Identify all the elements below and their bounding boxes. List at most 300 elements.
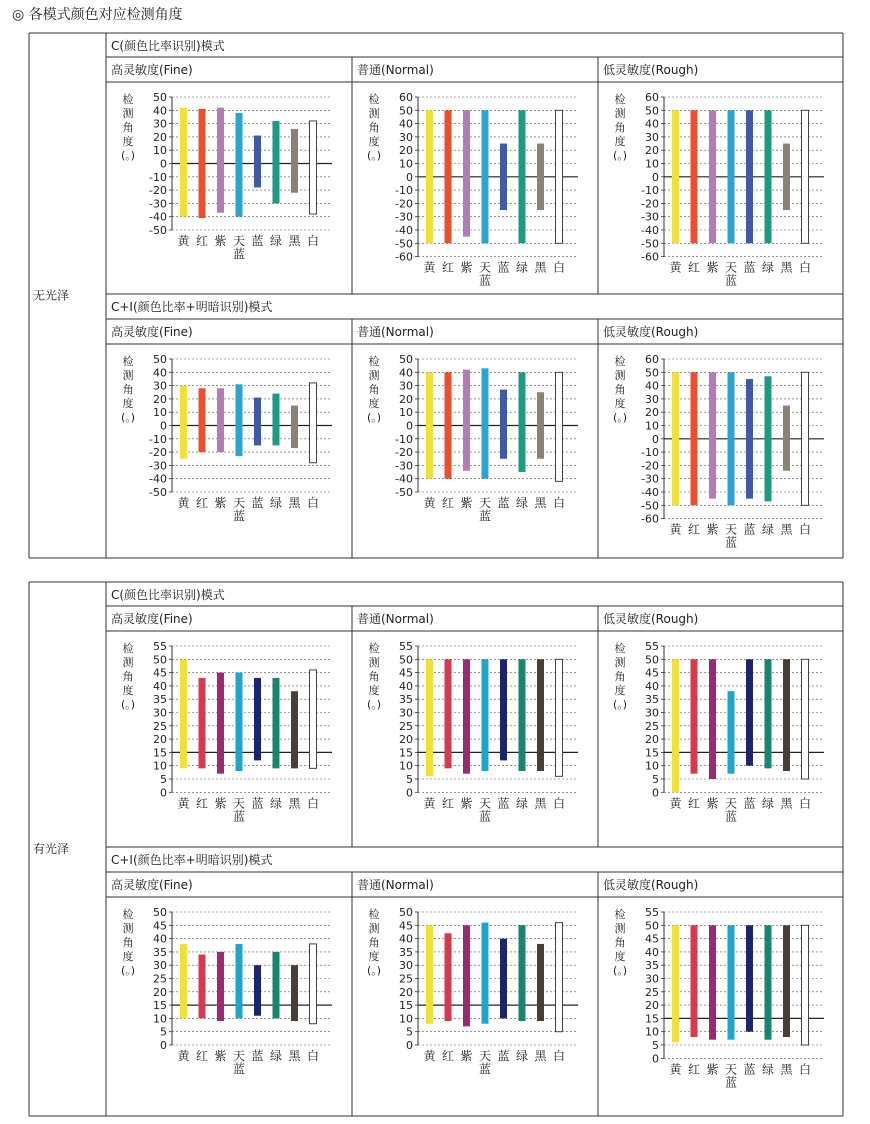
bar-紫	[217, 388, 224, 452]
bar-黑	[537, 144, 544, 211]
bar-白	[310, 383, 317, 463]
y-tick-label: -20	[641, 197, 659, 211]
x-tick-label: 黑	[780, 1062, 793, 1077]
x-tick-label: 天	[478, 796, 492, 811]
bar-白	[802, 659, 809, 779]
y-axis-label-char: 测	[614, 922, 626, 935]
bar-天蓝	[236, 113, 243, 217]
bar-黄	[426, 372, 433, 478]
x-tick-label: 蓝	[478, 509, 492, 523]
y-tick-label: 45	[153, 919, 167, 933]
y-tick-label: 45	[399, 919, 413, 933]
x-tick-label: 天	[478, 260, 492, 275]
x-tick-label: 绿	[761, 796, 775, 811]
y-axis-label-char: 度	[614, 684, 626, 697]
y-axis-label-char: 度	[614, 950, 626, 963]
y-tick-label: -60	[641, 250, 659, 264]
y-tick-label: -10	[641, 184, 659, 198]
bar-红	[199, 678, 206, 768]
y-axis-label-char: 测	[368, 656, 380, 669]
x-tick-label: 绿	[761, 522, 775, 537]
bar-天蓝	[482, 110, 489, 243]
x-tick-label: 白	[306, 234, 320, 248]
y-tick-label: -10	[149, 170, 167, 184]
y-tick-label: 50	[645, 104, 659, 118]
y-tick-label: 50	[645, 366, 659, 380]
y-tick-label: 35	[153, 945, 167, 959]
y-axis-label-char: 度	[368, 397, 380, 410]
y-tick-label: 0	[406, 786, 413, 800]
x-tick-label: 黄	[423, 260, 436, 275]
bar-黑	[537, 392, 544, 459]
x-tick-label: 绿	[515, 1049, 529, 1063]
bar-蓝	[746, 379, 753, 499]
y-axis-label-char: 检	[614, 355, 626, 368]
y-tick-label: 10	[399, 157, 413, 171]
y-tick-label: 35	[645, 959, 659, 973]
y-tick-label: -50	[641, 499, 659, 513]
y-tick-label: 50	[399, 653, 413, 667]
y-tick-label: -50	[395, 486, 413, 499]
y-tick-label: 30	[153, 959, 167, 973]
bar-红	[691, 659, 698, 773]
y-axis-label-char: 角	[122, 936, 134, 949]
x-tick-label: 黄	[177, 496, 190, 510]
bar-白	[802, 110, 809, 243]
y-axis-label-char: 度	[368, 950, 380, 963]
bar-蓝	[746, 659, 753, 765]
y-axis-label-char: (。)	[120, 411, 136, 424]
x-tick-label: 红	[441, 260, 455, 275]
y-tick-label: 20	[153, 130, 167, 144]
sensitivity-label: 低灵敏度(Rough)	[603, 612, 699, 626]
y-axis-label-char: (。)	[366, 964, 382, 977]
x-tick-label: 蓝	[251, 1049, 264, 1063]
x-tick-label: 蓝	[232, 1062, 246, 1076]
x-tick-label: 蓝	[497, 496, 510, 510]
mode-title: C(颜色比率识别)模式	[111, 588, 225, 602]
y-tick-label: 55	[645, 640, 659, 653]
y-tick-label: 0	[406, 419, 413, 433]
y-tick-label: 45	[399, 666, 413, 680]
bar-黑	[783, 925, 790, 1037]
y-tick-label: -20	[395, 197, 413, 211]
y-axis-label-char: (。)	[612, 411, 628, 424]
y-axis-label-char: 检	[368, 93, 380, 106]
y-tick-label: -20	[641, 459, 659, 473]
x-tick-label: 蓝	[497, 260, 510, 275]
y-axis-label-char: 测	[368, 922, 380, 935]
x-tick-label: 黄	[177, 234, 190, 248]
y-tick-label: -40	[149, 210, 167, 224]
y-tick-label: 20	[645, 733, 659, 747]
bar-黄	[426, 659, 433, 776]
y-tick-label: -40	[641, 224, 659, 237]
y-tick-label: -40	[395, 472, 413, 486]
bar-黑	[537, 944, 544, 1021]
y-tick-label: 35	[399, 945, 413, 959]
x-tick-label: 红	[195, 234, 209, 248]
y-tick-label: -10	[149, 432, 167, 446]
y-tick-label: 40	[645, 379, 659, 393]
x-tick-label: 红	[441, 1049, 455, 1063]
x-tick-label: 天	[724, 1062, 738, 1077]
x-tick-label: 黄	[177, 796, 190, 811]
y-tick-label: 30	[399, 130, 413, 144]
x-tick-label: 红	[441, 796, 455, 811]
y-tick-label: -10	[641, 446, 659, 460]
y-tick-label: 50	[153, 653, 167, 667]
bar-天蓝	[728, 110, 735, 243]
y-tick-label: -60	[641, 512, 659, 526]
x-tick-label: 绿	[515, 260, 529, 275]
y-tick-label: -50	[149, 224, 167, 237]
bar-红	[199, 955, 206, 1019]
x-tick-label: 黄	[669, 1062, 682, 1077]
y-tick-label: -40	[641, 486, 659, 499]
sensitivity-label: 普通(Normal)	[357, 612, 434, 626]
y-tick-label: 20	[153, 392, 167, 406]
x-tick-label: 黑	[534, 496, 547, 510]
y-tick-label: 0	[160, 419, 167, 433]
x-tick-label: 红	[687, 796, 701, 811]
y-axis-label-char: 检	[614, 93, 626, 106]
bar-蓝	[500, 659, 507, 760]
bar-白	[556, 659, 563, 776]
x-tick-label: 蓝	[743, 260, 756, 275]
y-axis-label-char: (。)	[612, 698, 628, 711]
y-tick-label: 50	[645, 919, 659, 933]
y-tick-label: 10	[153, 1012, 167, 1026]
bar-紫	[709, 659, 716, 779]
bar-白	[556, 110, 563, 243]
y-axis-label-char: 度	[122, 950, 134, 963]
bar-绿	[273, 678, 280, 768]
y-tick-label: 5	[160, 1025, 167, 1039]
y-tick-label: 20	[645, 406, 659, 420]
bar-天蓝	[236, 673, 243, 771]
y-tick-label: 50	[153, 91, 167, 104]
y-axis-label-char: 测	[614, 369, 626, 382]
y-axis-label-char: 角	[614, 936, 626, 949]
y-tick-label: 40	[153, 679, 167, 693]
y-tick-label: 40	[399, 932, 413, 946]
x-tick-label: 黑	[288, 796, 301, 811]
y-axis-label-char: 角	[368, 121, 380, 134]
bar-白	[556, 923, 563, 1032]
x-tick-label: 黑	[780, 260, 793, 275]
bar-黄	[672, 925, 679, 1042]
y-tick-label: -30	[149, 459, 167, 473]
x-tick-label: 黄	[177, 1049, 190, 1063]
y-axis-label-char: (。)	[612, 149, 628, 162]
x-tick-label: 绿	[269, 234, 283, 248]
x-tick-label: 黄	[669, 260, 682, 275]
y-axis-label-char: (。)	[120, 149, 136, 162]
x-tick-label: 白	[552, 1049, 566, 1063]
bar-蓝	[254, 398, 261, 446]
y-tick-label: 5	[652, 773, 659, 786]
x-tick-label: 红	[195, 796, 209, 811]
y-tick-label: 0	[652, 786, 659, 800]
x-tick-label: 蓝	[251, 234, 264, 248]
y-tick-label: 50	[399, 104, 413, 118]
bar-黄	[672, 372, 679, 505]
bar-红	[445, 372, 452, 478]
y-tick-label: -40	[149, 472, 167, 486]
bar-天蓝	[728, 925, 735, 1039]
x-tick-label: 红	[195, 1049, 209, 1063]
x-tick-label: 绿	[515, 496, 529, 510]
y-tick-label: -60	[395, 250, 413, 264]
x-tick-label: 天	[232, 234, 246, 248]
x-tick-label: 天	[724, 796, 738, 811]
y-tick-label: 20	[399, 733, 413, 747]
y-tick-label: 30	[645, 130, 659, 144]
y-tick-label: 30	[153, 706, 167, 720]
bar-天蓝	[728, 691, 735, 773]
y-tick-label: 25	[645, 985, 659, 999]
x-tick-label: 蓝	[497, 1049, 510, 1063]
x-tick-label: 蓝	[724, 535, 738, 550]
bar-白	[556, 372, 563, 481]
x-tick-label: 蓝	[724, 809, 738, 824]
y-axis-label-char: 角	[122, 383, 134, 396]
y-axis-label-char: 检	[122, 355, 134, 368]
y-tick-label: 30	[645, 972, 659, 986]
y-tick-label: 10	[645, 419, 659, 433]
bar-蓝	[746, 925, 753, 1031]
y-tick-label: -50	[641, 237, 659, 251]
x-tick-label: 蓝	[743, 796, 756, 811]
bar-天蓝	[236, 384, 243, 456]
y-axis-label-char: 测	[368, 107, 380, 120]
y-tick-label: 35	[153, 693, 167, 707]
bar-蓝	[254, 136, 261, 188]
y-tick-label: 15	[645, 1012, 659, 1026]
y-tick-label: -20	[395, 446, 413, 460]
y-tick-label: 10	[153, 144, 167, 158]
x-tick-label: 蓝	[251, 796, 264, 811]
section-label: 无光泽	[33, 288, 70, 303]
x-tick-label: 绿	[269, 496, 283, 510]
bar-紫	[217, 108, 224, 213]
y-tick-label: 50	[153, 353, 167, 366]
bar-天蓝	[482, 659, 489, 771]
mode-title: C+I(颜色比率+明暗识别)模式	[111, 300, 273, 314]
sensitivity-label: 低灵敏度(Rough)	[603, 325, 699, 339]
x-tick-label: 蓝	[478, 1062, 492, 1076]
y-tick-label: -30	[395, 210, 413, 224]
y-tick-label: 5	[406, 773, 413, 786]
y-tick-label: 15	[399, 999, 413, 1013]
bar-绿	[273, 394, 280, 446]
x-tick-label: 紫	[460, 496, 473, 510]
bar-蓝	[254, 965, 261, 1016]
y-tick-label: 25	[399, 972, 413, 986]
y-tick-label: 45	[645, 932, 659, 946]
x-tick-label: 黑	[780, 796, 793, 811]
bar-黄	[672, 659, 679, 792]
x-tick-label: 天	[478, 496, 492, 510]
bar-黑	[783, 144, 790, 211]
y-axis-label-char: 角	[368, 383, 380, 396]
y-tick-label: 25	[645, 719, 659, 733]
x-tick-label: 蓝	[743, 1062, 756, 1077]
x-tick-label: 红	[687, 260, 701, 275]
mode-title: C+I(颜色比率+明暗识别)模式	[111, 853, 273, 867]
sensitivity-label: 高灵敏度(Fine)	[111, 63, 193, 77]
bar-黑	[783, 659, 790, 771]
y-tick-label: 60	[645, 91, 659, 104]
x-tick-label: 白	[306, 496, 320, 510]
y-tick-label: -20	[149, 446, 167, 460]
sensitivity-label: 低灵敏度(Rough)	[603, 878, 699, 892]
y-tick-label: 50	[153, 906, 167, 919]
bar-白	[802, 925, 809, 1045]
x-tick-label: 天	[232, 496, 246, 510]
y-tick-label: 0	[652, 432, 659, 446]
y-axis-label-char: 度	[122, 684, 134, 697]
y-tick-label: 35	[645, 693, 659, 707]
y-tick-label: 25	[153, 972, 167, 986]
y-tick-label: -50	[395, 237, 413, 251]
x-tick-label: 绿	[761, 260, 775, 275]
y-tick-label: -10	[395, 432, 413, 446]
x-tick-label: 蓝	[478, 273, 492, 288]
x-tick-label: 紫	[706, 796, 719, 811]
bar-白	[310, 944, 317, 1024]
y-axis-label-char: 度	[368, 684, 380, 697]
y-tick-label: 10	[399, 406, 413, 420]
x-tick-label: 紫	[214, 234, 227, 248]
y-tick-label: 45	[645, 666, 659, 680]
x-tick-label: 白	[798, 796, 812, 811]
y-tick-label: 55	[153, 640, 167, 653]
y-tick-label: 0	[652, 1052, 659, 1066]
y-tick-label: 20	[399, 985, 413, 999]
y-axis-label-char: 检	[614, 642, 626, 655]
y-tick-label: 60	[399, 91, 413, 104]
y-tick-label: 40	[645, 679, 659, 693]
y-tick-label: 0	[160, 786, 167, 800]
mode-title: C(颜色比率识别)模式	[111, 39, 225, 53]
y-tick-label: 40	[153, 104, 167, 118]
x-tick-label: 红	[687, 522, 701, 537]
y-axis-label-char: 测	[122, 656, 134, 669]
bar-红	[445, 933, 452, 1021]
y-tick-label: 0	[652, 170, 659, 184]
x-tick-label: 黑	[534, 796, 547, 811]
y-tick-label: 50	[399, 906, 413, 919]
x-tick-label: 黄	[669, 796, 682, 811]
bar-红	[691, 925, 698, 1037]
bar-绿	[765, 925, 772, 1039]
bar-紫	[709, 925, 716, 1039]
y-tick-label: 20	[153, 985, 167, 999]
x-tick-label: 蓝	[232, 509, 246, 523]
x-tick-label: 黑	[288, 496, 301, 510]
bar-天蓝	[482, 923, 489, 1024]
bar-红	[445, 659, 452, 768]
page-title: ◎ 各模式颜色对应检测角度	[12, 7, 183, 23]
bar-黄	[180, 944, 187, 1018]
bar-蓝	[746, 110, 753, 243]
y-tick-label: 25	[153, 719, 167, 733]
sensitivity-label: 高灵敏度(Fine)	[111, 325, 193, 339]
bar-蓝	[254, 678, 261, 760]
x-tick-label: 白	[306, 1049, 320, 1063]
bar-红	[199, 109, 206, 218]
x-tick-label: 紫	[214, 1049, 227, 1063]
y-tick-label: 50	[645, 653, 659, 667]
bar-绿	[519, 925, 526, 1021]
bar-天蓝	[482, 368, 489, 478]
x-tick-label: 天	[724, 260, 738, 275]
bar-紫	[709, 372, 716, 498]
x-tick-label: 白	[798, 260, 812, 275]
x-tick-label: 黑	[534, 260, 547, 275]
y-tick-label: 50	[399, 353, 413, 366]
bar-白	[310, 670, 317, 768]
y-tick-label: 60	[645, 353, 659, 366]
y-axis-label-char: 检	[122, 642, 134, 655]
y-tick-label: 40	[153, 366, 167, 380]
y-tick-label: 5	[406, 1025, 413, 1039]
x-tick-label: 黄	[423, 496, 436, 510]
bar-紫	[217, 952, 224, 1021]
y-axis-label-char: (。)	[366, 411, 382, 424]
y-axis-label-char: 检	[368, 642, 380, 655]
y-tick-label: 40	[399, 679, 413, 693]
x-tick-label: 蓝	[232, 247, 246, 261]
bar-绿	[273, 121, 280, 203]
y-tick-label: -30	[641, 472, 659, 486]
y-tick-label: 0	[406, 1039, 413, 1052]
y-tick-label: 10	[399, 1012, 413, 1026]
bar-紫	[463, 110, 470, 236]
y-tick-label: 0	[160, 1039, 167, 1052]
x-tick-label: 黑	[288, 234, 301, 248]
x-tick-label: 紫	[706, 260, 719, 275]
x-tick-label: 蓝	[478, 809, 492, 824]
y-axis-label-char: 度	[614, 135, 626, 148]
bar-黄	[672, 110, 679, 243]
x-tick-label: 紫	[706, 522, 719, 537]
bar-紫	[463, 370, 470, 471]
y-tick-label: 55	[399, 640, 413, 653]
bar-黑	[537, 659, 544, 771]
bar-蓝	[500, 144, 507, 211]
y-tick-label: 30	[645, 706, 659, 720]
y-tick-label: 5	[652, 1039, 659, 1052]
x-tick-label: 绿	[269, 796, 283, 811]
y-axis-label-char: 测	[122, 922, 134, 935]
x-tick-label: 绿	[269, 1049, 283, 1063]
bar-红	[199, 388, 206, 452]
bar-红	[445, 110, 452, 243]
y-tick-label: 25	[399, 719, 413, 733]
sensitivity-label: 普通(Normal)	[357, 63, 434, 77]
y-tick-label: 10	[645, 157, 659, 171]
y-tick-label: -40	[395, 224, 413, 237]
sensitivity-label: 普通(Normal)	[357, 878, 434, 892]
y-tick-label: 30	[645, 392, 659, 406]
y-tick-label: 30	[153, 379, 167, 393]
y-axis-label-char: 测	[122, 369, 134, 382]
x-tick-label: 天	[232, 796, 246, 811]
bar-黄	[180, 108, 187, 217]
